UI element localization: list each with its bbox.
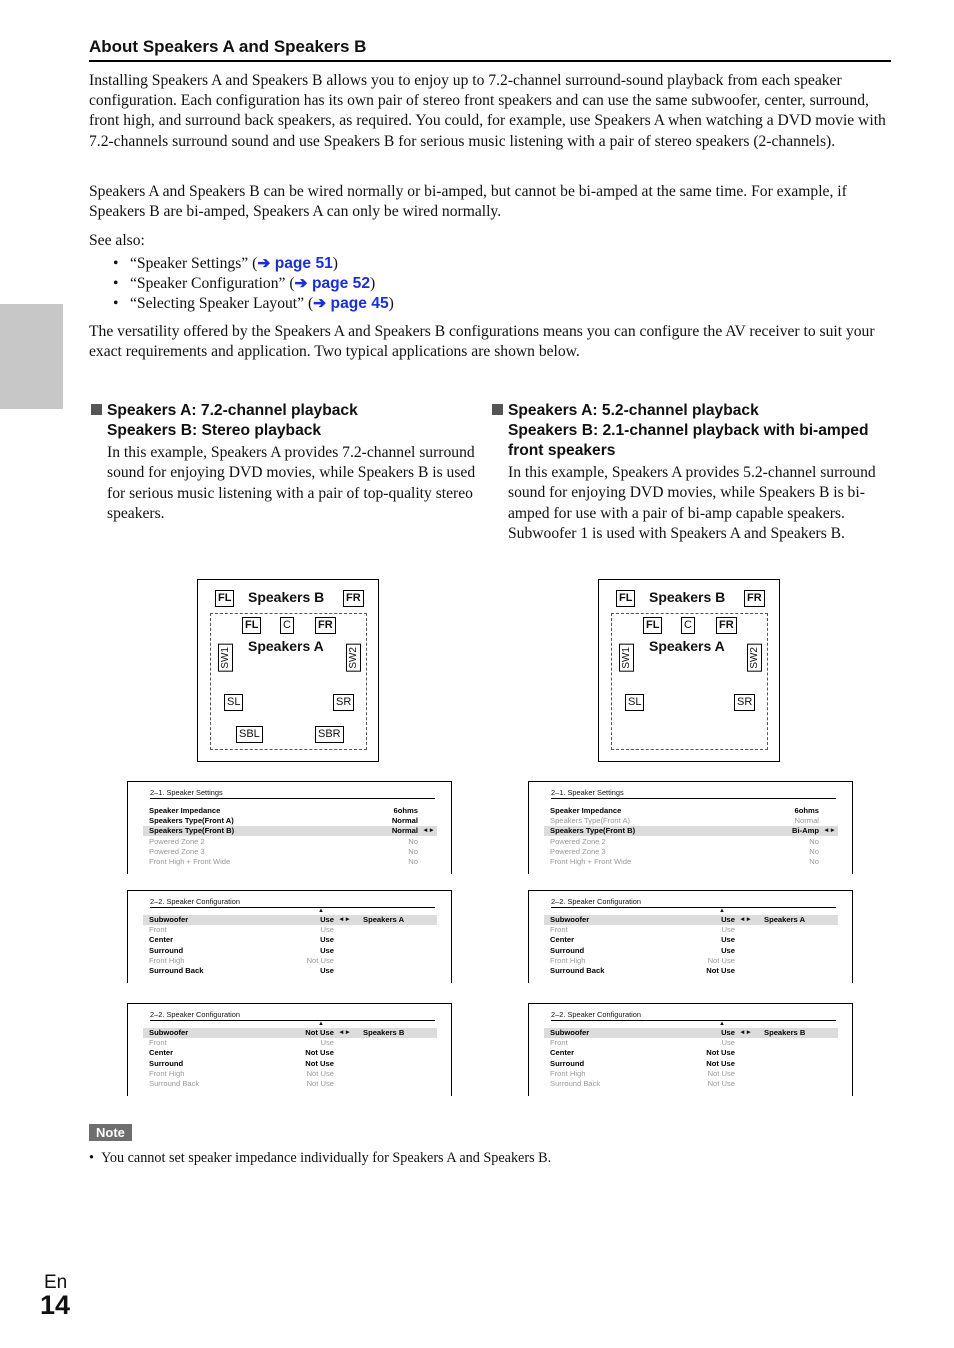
setting-value: Use (721, 1028, 735, 1037)
page-link[interactable]: ➔ page 45 (313, 295, 389, 313)
setting-row (544, 925, 838, 935)
setting-row (544, 956, 838, 966)
setting-row[interactable] (143, 1028, 437, 1038)
setting-label: Subwoofer (550, 1028, 590, 1037)
section-title: About Speakers A and Speakers B (89, 37, 891, 62)
setting-row (544, 1069, 838, 1079)
screen-speaker-config-b-right (528, 1003, 853, 1096)
setting-value: 6ohms (794, 806, 819, 815)
setting-label: Front High (550, 955, 586, 965)
speaker-sw1: SW1 (619, 644, 634, 672)
speaker-center: C (681, 617, 695, 634)
screen-title: 2–2. Speaker Configuration (551, 1010, 836, 1021)
see-also-label: See also: (89, 232, 145, 249)
setting-label: Speakers Type(Front B) (550, 826, 636, 836)
speaker-center: C (280, 617, 294, 634)
setting-label: Center (149, 1048, 174, 1058)
setting-value: No (408, 846, 418, 856)
setting-label: Front High + Front Wide (550, 857, 632, 866)
setting-value: Not Use (707, 1079, 735, 1088)
setting-row (544, 1079, 838, 1089)
setting-row[interactable] (143, 915, 437, 925)
screen-title: 2–2. Speaker Configuration (150, 1010, 435, 1021)
setting-label: Surround Back (149, 966, 204, 975)
speaker-fl-b: FL (215, 590, 234, 607)
setting-label: Powered Zone 3 (149, 846, 205, 856)
setting-label: Surround (149, 945, 184, 955)
speakers-group-label: Speakers B (764, 1028, 806, 1037)
setting-row[interactable] (544, 826, 838, 836)
setting-row (544, 1048, 838, 1058)
setting-label: Front (550, 1038, 568, 1048)
see-also-item: • “Speaker Configuration” (➔ page 52) (113, 274, 394, 294)
setting-value: Not Use (305, 1058, 334, 1068)
setting-label: Surround (550, 945, 585, 955)
screen-title: 2–2. Speaker Configuration (150, 897, 435, 908)
setting-label: Speakers Type(Front A) (550, 816, 631, 826)
speaker-sl: SL (224, 694, 243, 711)
setting-row (143, 806, 437, 816)
left-right-arrows-icon: ◄► (338, 916, 351, 923)
speaker-sw2: SW2 (747, 644, 762, 672)
setting-row (544, 946, 838, 956)
biamp-paragraph: Speakers A and Speakers B can be wired normally or bi-amped, but cannot be bi-amped at the same time. For example, if Speakers B are bi-amped, Speakers A can only be wired normally. (89, 183, 847, 221)
setting-value: Bi-Amp (792, 826, 819, 836)
setting-label: Front (149, 1038, 167, 1048)
setting-value: Use (721, 915, 735, 924)
setting-value: Not Use (706, 966, 735, 975)
setting-label: Powered Zone 3 (550, 846, 606, 856)
setting-value: Not Use (306, 955, 334, 965)
setting-row (143, 946, 437, 956)
right-column-text: In this example, Speakers A provides 5.2-channel surround sound for enjoying DVD movies, while Speakers B is bi-amped for use with a pair of bi-amp capable speakers. Subwoofer 1 is used with Speakers A and Speakers B. (508, 464, 876, 543)
setting-value: No (408, 836, 418, 846)
setting-row (544, 857, 838, 867)
speaker-fr-b: FR (744, 590, 765, 607)
setting-row (544, 1038, 838, 1048)
setting-label: Front High + Front Wide (149, 857, 231, 866)
screen-speaker-config-a-right (528, 890, 853, 983)
setting-label: Subwoofer (149, 915, 189, 924)
setting-row (544, 837, 838, 847)
setting-row (143, 925, 437, 935)
speakers-a-label: Speakers A (248, 638, 324, 654)
setting-label: Center (550, 935, 575, 945)
speaker-sr: SR (333, 694, 354, 711)
screen-speaker-config-a-left (127, 890, 452, 983)
versatility-paragraph: The versatility offered by the Speakers A and Speakers B configurations means you can configure the AV receiver to suit your exact requirements and application. Two typical applications are shown below. (89, 323, 875, 361)
see-also-item: • “Speaker Settings” (➔ page 51) (113, 254, 394, 274)
setting-value: No (408, 857, 418, 866)
setting-row (143, 1048, 437, 1058)
speaker-fl-a: FL (242, 617, 261, 634)
setting-row (143, 935, 437, 945)
speaker-fl-b: FL (616, 590, 635, 607)
setting-row (143, 1038, 437, 1048)
setting-value: Not Use (707, 955, 735, 965)
left-column-title: Speakers A: 7.2-channel playback Speakers B: Stereo playback (91, 401, 481, 441)
speaker-fr-b: FR (343, 590, 364, 607)
setting-row (544, 847, 838, 857)
setting-label: Front High (149, 1068, 185, 1078)
screen-speaker-config-b-left (127, 1003, 452, 1096)
setting-row (143, 857, 437, 867)
setting-value: Not Use (706, 1058, 735, 1068)
screen-speaker-settings-left (127, 781, 452, 874)
speaker-sbr: SBR (315, 726, 344, 743)
setting-label: Center (149, 935, 174, 945)
setting-row (544, 966, 838, 976)
setting-value: Not Use (706, 1048, 735, 1058)
setting-row (544, 816, 838, 826)
setting-label: Surround (149, 1058, 184, 1068)
left-right-arrows-icon: ◄► (823, 827, 836, 835)
setting-value: Use (320, 1038, 334, 1048)
page-link[interactable]: ➔ page 52 (294, 275, 371, 293)
setting-value: Not Use (305, 1028, 334, 1037)
scroll-up-icon: ▲ (719, 908, 725, 914)
setting-label: Powered Zone 2 (550, 836, 606, 846)
speaker-fl-a: FL (643, 617, 662, 634)
speaker-sbl: SBL (236, 726, 263, 743)
speaker-sw2: SW2 (346, 644, 361, 672)
speakers-a-label: Speakers A (649, 638, 725, 654)
setting-value: Not Use (306, 1079, 334, 1088)
speakers-group-label: Speakers A (363, 915, 405, 924)
speaker-sw1: SW1 (218, 644, 233, 672)
setting-row (143, 837, 437, 847)
left-right-arrows-icon: ◄► (739, 1029, 752, 1036)
setting-value: Use (320, 915, 334, 924)
setting-value: Use (721, 945, 735, 955)
note-badge: Note (89, 1124, 132, 1141)
setting-row[interactable] (143, 826, 437, 836)
chapter-side-tab (0, 304, 63, 409)
setting-label: Surround (550, 1058, 585, 1068)
setting-value: Normal (391, 826, 418, 836)
setting-label: Speaker Impedance (149, 806, 221, 815)
setting-value: Not Use (707, 1068, 735, 1078)
setting-label: Center (550, 1048, 575, 1058)
setting-row (143, 966, 437, 976)
scroll-up-icon: ▲ (318, 1021, 324, 1027)
setting-row (544, 935, 838, 945)
setting-row (143, 847, 437, 857)
speaker-fr-a: FR (315, 617, 336, 634)
setting-label: Front (550, 925, 568, 935)
bullet-square-icon (91, 404, 102, 415)
screen-title: 2–2. Speaker Configuration (551, 897, 836, 908)
setting-row[interactable] (544, 915, 838, 925)
setting-value: Use (320, 935, 334, 945)
setting-label: Powered Zone 2 (149, 836, 205, 846)
setting-row (143, 956, 437, 966)
scroll-up-icon: ▲ (719, 1021, 725, 1027)
speaker-sl: SL (625, 694, 644, 711)
speaker-fr-a: FR (716, 617, 737, 634)
setting-label: Surround Back (550, 966, 605, 975)
setting-row (544, 806, 838, 816)
note-text: • You cannot set speaker impedance individually for Speakers A and Speakers B. (89, 1150, 552, 1166)
setting-value: 6ohms (393, 806, 418, 815)
page-link[interactable]: ➔ page 51 (257, 255, 333, 272)
setting-label: Subwoofer (550, 915, 590, 924)
setting-row (143, 1069, 437, 1079)
setting-row (143, 1059, 437, 1069)
setting-label: Surround Back (149, 1079, 200, 1088)
bullet-square-icon (492, 404, 503, 415)
speaker-layout-diagram-left (197, 579, 379, 762)
left-right-arrows-icon: ◄► (739, 916, 752, 923)
setting-value: Use (721, 935, 735, 945)
setting-value: Normal (794, 816, 819, 826)
setting-value: Use (721, 925, 735, 935)
screen-title: 2–1. Speaker Settings (150, 788, 435, 799)
setting-value: Use (320, 966, 334, 975)
setting-row (143, 816, 437, 826)
setting-value: Not Use (305, 1048, 334, 1058)
see-also-item: • “Selecting Speaker Layout” (➔ page 45) (113, 294, 394, 314)
speakers-group-label: Speakers A (764, 915, 806, 924)
setting-row (544, 1059, 838, 1069)
setting-label: Speaker Impedance (550, 806, 622, 815)
speakers-b-label: Speakers B (649, 589, 726, 605)
left-right-arrows-icon: ◄► (422, 827, 435, 835)
setting-label: Speakers Type(Front B) (149, 826, 235, 836)
left-right-arrows-icon: ◄► (338, 1029, 351, 1036)
setting-value: Use (320, 945, 334, 955)
screen-title: 2–1. Speaker Settings (551, 788, 836, 799)
scroll-up-icon: ▲ (318, 908, 324, 914)
setting-label: Subwoofer (149, 1028, 189, 1037)
intro-paragraph: Installing Speakers A and Speakers B allows you to enjoy up to 7.2-channel surround-sound playback from each speaker configuration. Each configuration has its own pair of stereo front speakers and can use the same subwoofer, center, surround, front high, and surround back speakers, as required. You could, for example, use Speakers A when watching a DVD movie with 7.2-channels surround sound and use Speakers B for serious music listening with a pair of stereo speakers (2-channels). (89, 72, 886, 150)
setting-value: Use (721, 1038, 735, 1048)
speaker-layout-diagram-right (598, 579, 780, 762)
screen-speaker-settings-right (528, 781, 853, 874)
setting-label: Front (149, 925, 167, 935)
setting-row[interactable] (544, 1028, 838, 1038)
speaker-sr: SR (734, 694, 755, 711)
right-column-title: Speakers A: 5.2-channel playback Speakers B: 2.1-channel playback with bi-amped front speakers (492, 401, 892, 461)
speakers-b-label: Speakers B (248, 589, 325, 605)
setting-value: Normal (391, 816, 418, 826)
speakers-group-label: Speakers B (363, 1028, 405, 1037)
setting-value: No (809, 857, 819, 866)
setting-label: Front High (550, 1068, 586, 1078)
setting-row (143, 1079, 437, 1089)
setting-label: Front High (149, 955, 185, 965)
setting-label: Speakers Type(Front A) (149, 816, 234, 826)
setting-value: No (809, 846, 819, 856)
setting-value: Not Use (306, 1068, 334, 1078)
setting-label: Surround Back (550, 1079, 601, 1088)
see-also-list (113, 254, 394, 315)
page-number: 14 (40, 1290, 71, 1320)
page-language: En (44, 1272, 68, 1293)
setting-value: No (809, 836, 819, 846)
left-column-text: In this example, Speakers A provides 7.2-channel surround sound for enjoying DVD movies, while Speakers B is used for serious music listening with a pair of top-quality stereo speakers. (107, 444, 476, 523)
setting-value: Use (320, 925, 334, 935)
